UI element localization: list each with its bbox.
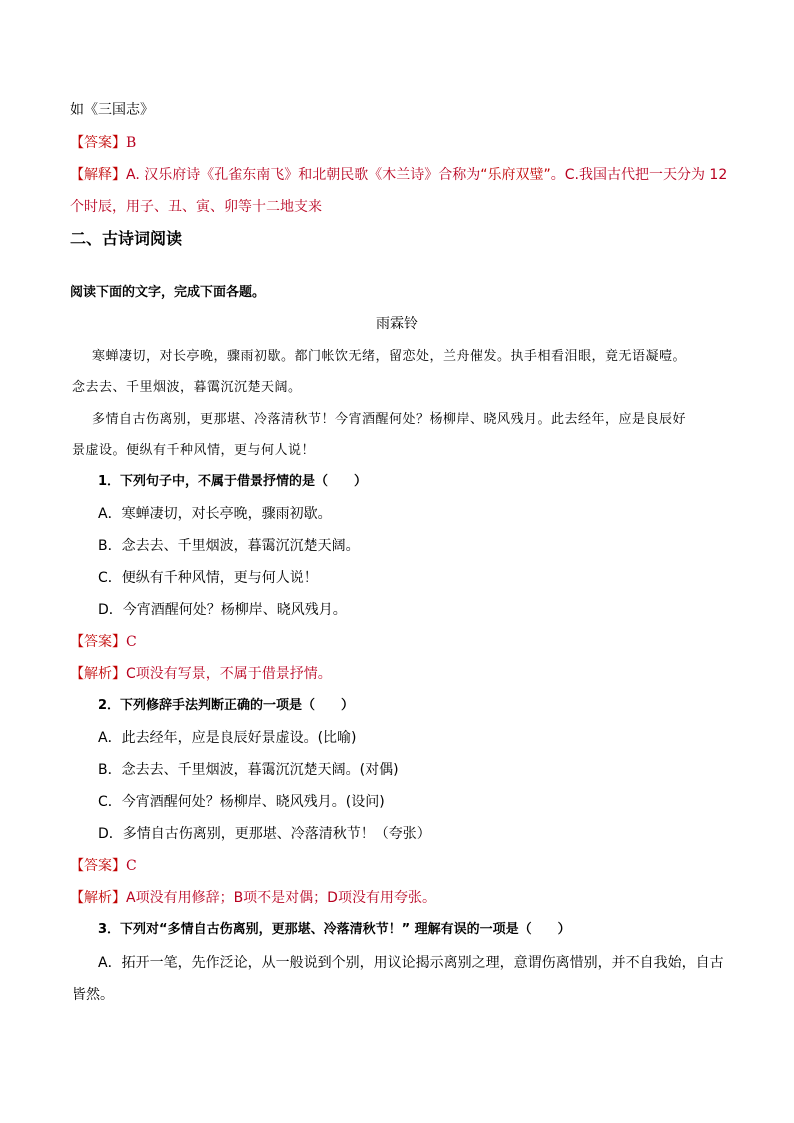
explanation-highlight: “乐府双璧” (480, 167, 551, 183)
question-3-stem: 3．下列对“多情自古伤离别，更那堪、冷落清秋节！” 理解有误的一项是（ ） (98, 922, 571, 937)
answer-value: C (126, 634, 137, 650)
question-2-explanation (70, 888, 436, 908)
question-1-stem: 1．下列句子中，不属于借景抒情的是（ ） (98, 474, 368, 489)
question-2-answer (70, 856, 137, 876)
poem-title: 雨霖铃 (376, 316, 418, 332)
question-2-option-d: D．多情自古伤离别，更那堪、冷落清秋节！（夸张） (98, 826, 431, 842)
explanation-tag: 【解析】 (70, 890, 126, 906)
question-1-option-b: B．念去去、千里烟波，暮霭沉沉楚天阔。 (98, 538, 360, 554)
question-1-answer (70, 632, 137, 652)
answer-value: B (126, 135, 137, 151)
question-1-option-a: A．寒蝉凄切，对长亭晚，骤雨初歇。 (98, 506, 332, 522)
question-1-option-d: D．今宵酒醒何处？杨柳岸、晓风残月。 (98, 602, 347, 618)
question-1-explanation (70, 664, 332, 684)
instruction-text: 阅读下面的文字，完成下面各题。 (70, 285, 266, 300)
poem-line: 念去去、千里烟波，暮霭沉沉楚天阔。 (72, 380, 302, 395)
question-3-option-a-line2: 皆然。 (72, 987, 114, 1003)
answer-tag: 【答案】 (70, 135, 126, 151)
prev-explanation-line2: 个时辰，用子、丑、寅、卯等十二地支来 (70, 199, 322, 215)
poem-line: 景虚设。便纵有千种风情，更与何人说！ (72, 443, 316, 458)
explanation-tag: 【解析】 (70, 666, 126, 682)
explanation-tag: 【解释】 (70, 167, 126, 183)
question-3-option-a-line1: A．拓开一笔，先作泛论，从一般说到个别，用议论揭示离别之理，意谓伤离惜别，并不自我始，自古 (98, 955, 724, 971)
question-2-stem: 2．下列修辞手法判断正确的一项是（ ） (98, 698, 355, 713)
section-title: 二、古诗词阅读 (70, 229, 183, 248)
explanation-text-c: 。C.我国古代把一天分为 12 (550, 167, 728, 183)
poem-line: 多情自古伤离别，更那堪、冷落清秋节！今宵酒醒何处？杨柳岸、晓风残月。此去经年，应是良辰好 (92, 412, 687, 427)
prev-explanation-line1 (70, 165, 727, 185)
poem-line: 寒蝉凄切，对长亭晚，骤雨初歇。都门帐饮无绪，留恋处，兰舟催发。执手相看泪眼，竟无语凝噎。 (92, 349, 687, 364)
explanation-text-a: A. 汉乐府诗《孔雀东南飞》和北朝民歌《木兰诗》合称为 (126, 167, 481, 183)
question-1-option-c: C．便纵有千种风情，更与何人说！ (98, 570, 318, 586)
prev-answer-row (70, 133, 136, 153)
question-2-option-a: A．此去经年，应是良辰好景虚设。(比喻) (98, 730, 357, 746)
answer-tag: 【答案】 (70, 634, 126, 650)
prev-answer-tail: 如《三国志》 (70, 102, 154, 118)
question-2-option-c: C．今宵酒醒何处？杨柳岸、晓风残月。(设问) (98, 794, 385, 810)
question-2-option-b: B．念去去、千里烟波，暮霭沉沉楚天阔。(对偶) (98, 762, 399, 778)
explanation-text: C项没有写景，不属于借景抒情。 (126, 666, 332, 682)
answer-tag: 【答案】 (70, 858, 126, 874)
answer-value: C (126, 858, 137, 874)
explanation-text: A项没有用修辞；B项不是对偶；D项没有用夸张。 (126, 890, 436, 906)
